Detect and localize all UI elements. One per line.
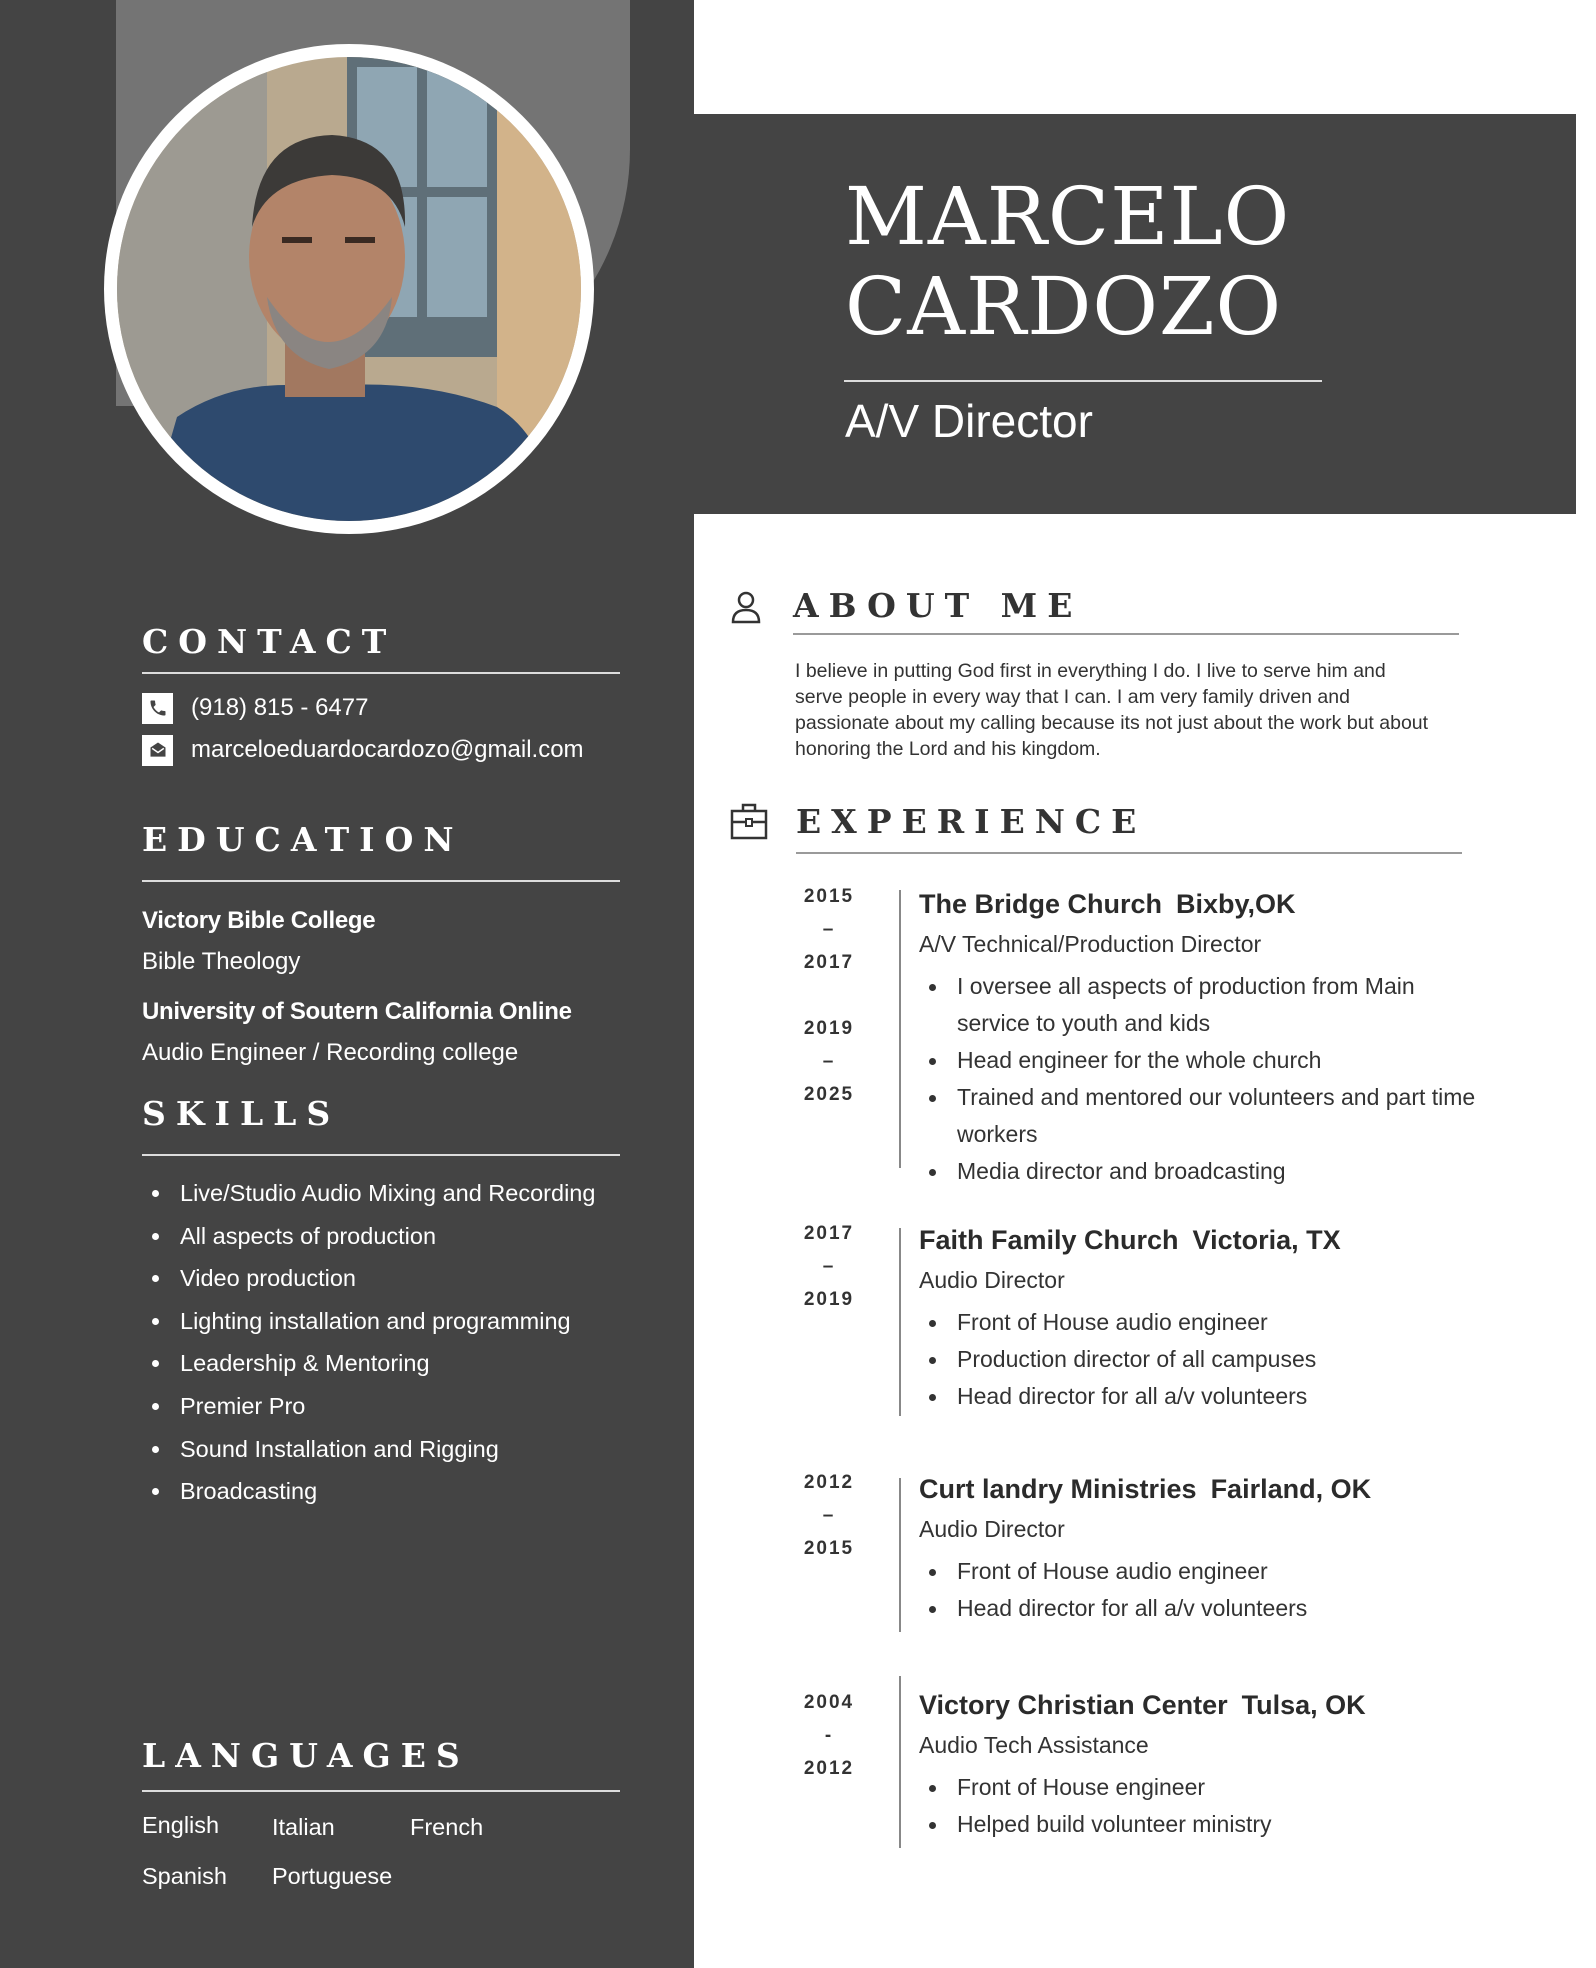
header-divider xyxy=(844,380,1322,382)
company-name: Faith Family Church xyxy=(919,1225,1179,1255)
year-label: 2019 xyxy=(803,1289,855,1310)
year-label: 2017 xyxy=(803,952,855,973)
language-item: Spanish xyxy=(142,1863,227,1889)
year-label: 2015 xyxy=(803,1538,855,1559)
person-icon xyxy=(730,590,762,629)
job-role: Audio Tech Assistance xyxy=(919,1732,1149,1758)
language-item: Italian xyxy=(272,1814,335,1840)
phone-icon xyxy=(142,693,173,724)
contact-email-row xyxy=(142,734,584,766)
year-separator: – xyxy=(822,1505,836,1526)
job-bullet: Front of House audio engineer xyxy=(919,1553,1479,1590)
job-bullet: Front of House engineer xyxy=(919,1769,1479,1806)
education-degree: Bible Theology xyxy=(142,948,301,975)
job-years xyxy=(791,880,867,1111)
contact-phone-row xyxy=(142,692,368,724)
year-separator: – xyxy=(822,1256,836,1277)
briefcase-icon xyxy=(730,802,768,845)
education-degree: Audio Engineer / Recording college xyxy=(142,1039,519,1066)
year-separator: – xyxy=(822,1051,836,1072)
job-bullet: Production director of all campuses xyxy=(919,1341,1479,1378)
contact-heading: CONTACT xyxy=(142,622,397,661)
skill-item: Video production xyxy=(142,1257,612,1300)
experience-divider xyxy=(796,852,1462,854)
job-bullet: Trained and mentored our volunteers and part time workers xyxy=(919,1079,1479,1153)
phone-number[interactable]: (918) 815 - 6477 xyxy=(191,694,369,721)
email-address[interactable]: marceloeduardocardozo@gmail.com xyxy=(191,736,584,763)
education-heading: EDUCATION xyxy=(142,820,464,859)
job-heading xyxy=(919,1222,1479,1258)
portrait-photo-icon xyxy=(117,57,581,521)
year-label: 2015 xyxy=(803,886,855,907)
job-bullet: Head director for all a/v volunteers xyxy=(919,1378,1479,1415)
job-location: Bixby,OK xyxy=(1176,889,1296,919)
job-entry xyxy=(919,1687,1479,1843)
job-bullet: Front of House audio engineer xyxy=(919,1304,1479,1341)
skill-item: Live/Studio Audio Mixing and Recording xyxy=(142,1172,612,1215)
job-role: Audio Director xyxy=(919,1516,1065,1542)
skills-list xyxy=(142,1172,612,1513)
job-bullet: Media director and broadcasting xyxy=(919,1153,1479,1190)
company-name: Victory Christian Center xyxy=(919,1690,1228,1720)
job-location: Tulsa, OK xyxy=(1241,1690,1366,1720)
job-years xyxy=(791,1686,867,1785)
job-title: A/V Director xyxy=(845,395,1093,447)
skill-item: Lighting installation and programming xyxy=(142,1300,612,1343)
skill-item: Leadership & Mentoring xyxy=(142,1342,612,1385)
job-entry xyxy=(919,886,1479,1190)
year-label: 2004 xyxy=(803,1692,855,1713)
company-name: The Bridge Church xyxy=(919,889,1163,919)
company-name: Curt landry Ministries xyxy=(919,1474,1197,1504)
job-bullet: Helped build volunteer ministry xyxy=(919,1806,1479,1843)
job-entry xyxy=(919,1222,1479,1415)
job-bullets xyxy=(919,1304,1479,1415)
contact-divider xyxy=(142,672,620,674)
year-label: 2017 xyxy=(803,1223,855,1244)
job-entry xyxy=(919,1471,1479,1627)
year-label: 2019 xyxy=(803,1018,855,1039)
job-role: A/V Technical/Production Director xyxy=(919,931,1262,957)
name-line: MARCELO xyxy=(845,170,1291,263)
education-school: University of Soutern California Online xyxy=(142,998,572,1025)
job-heading xyxy=(919,1471,1479,1507)
job-role: Audio Director xyxy=(919,1267,1065,1293)
job-bullets xyxy=(919,968,1479,1190)
job-location: Victoria, TX xyxy=(1192,1225,1341,1255)
skill-item: Sound Installation and Rigging xyxy=(142,1428,612,1471)
skill-item: All aspects of production xyxy=(142,1215,612,1258)
year-separator: – xyxy=(822,919,836,940)
timeline-line xyxy=(899,1228,901,1416)
education-school: Victory Bible College xyxy=(142,907,376,934)
job-bullets xyxy=(919,1553,1479,1627)
language-item: Portuguese xyxy=(272,1863,393,1889)
job-bullet: Head engineer for the whole church xyxy=(919,1042,1479,1079)
job-bullet: I oversee all aspects of production from Main service to youth and kids xyxy=(919,968,1479,1042)
job-bullet: Head director for all a/v volunteers xyxy=(919,1590,1479,1627)
skill-item: Premier Pro xyxy=(142,1385,612,1428)
about-heading: ABOUT ME xyxy=(793,586,1083,625)
year-label: 2012 xyxy=(803,1472,855,1493)
about-divider xyxy=(793,633,1459,635)
timeline-line xyxy=(899,890,901,1168)
person-name xyxy=(845,172,1290,352)
profile-photo xyxy=(117,57,581,521)
year-separator: - xyxy=(824,1725,834,1746)
skills-divider xyxy=(142,1154,620,1156)
skill-item: Broadcasting xyxy=(142,1470,612,1513)
envelope-icon xyxy=(142,735,173,766)
job-heading xyxy=(919,886,1479,922)
job-location: Fairland, OK xyxy=(1210,1474,1372,1504)
timeline-line xyxy=(899,1478,901,1632)
timeline-line xyxy=(899,1676,901,1848)
about-text: I believe in putting God first in everything I do. I live to serve him and serve people in every way that I can. I am very family driven and passionate about my calling because its not just about the work but about honoring the Lord and his kingdom. xyxy=(795,660,1429,760)
languages-divider xyxy=(142,1790,620,1792)
skills-heading: SKILLS xyxy=(142,1094,341,1133)
year-label: 2012 xyxy=(803,1758,855,1779)
languages-heading: LANGUAGES xyxy=(142,1736,470,1775)
year-label: 2025 xyxy=(803,1084,855,1105)
name-line: CARDOZO xyxy=(845,260,1283,353)
job-years xyxy=(791,1466,867,1565)
job-heading xyxy=(919,1687,1479,1723)
job-years xyxy=(791,1217,867,1316)
education-divider xyxy=(142,880,620,882)
experience-heading: EXPERIENCE xyxy=(796,802,1147,841)
language-item: English xyxy=(142,1812,220,1838)
language-item: French xyxy=(410,1814,484,1840)
job-bullets xyxy=(919,1769,1479,1843)
